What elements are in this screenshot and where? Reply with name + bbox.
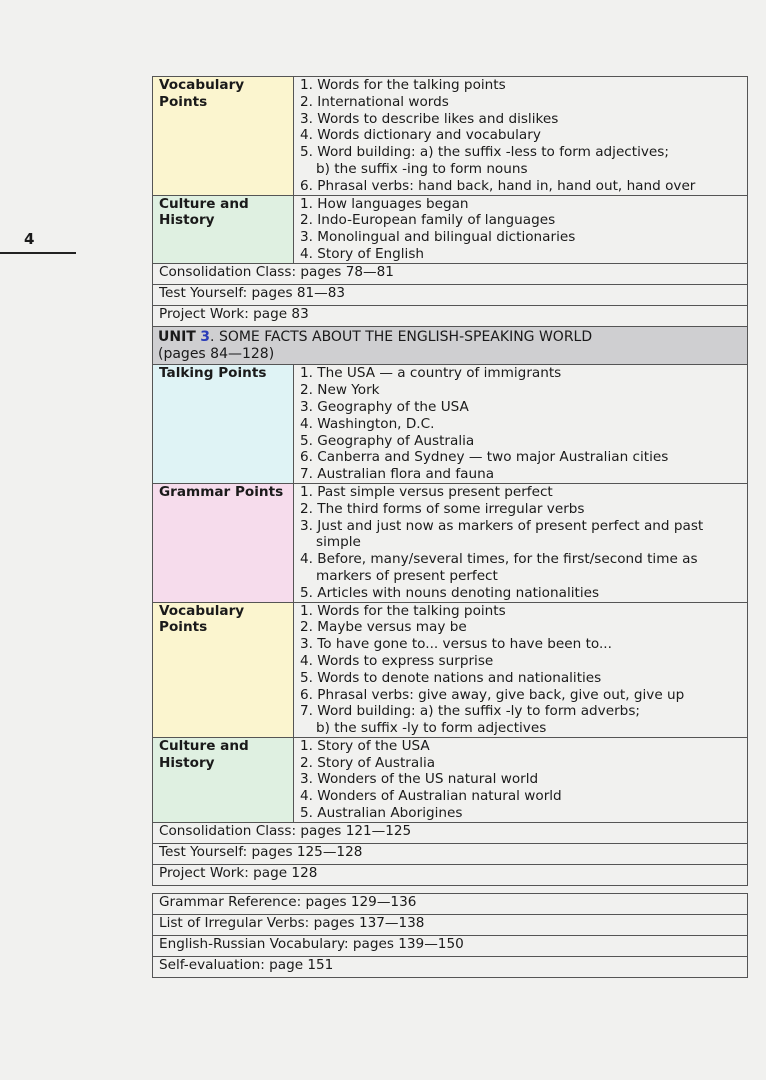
list-item: b) the suffix -ly to form adjectives [316, 720, 547, 737]
appendix-row [153, 914, 748, 935]
list-item: 1. How languages began [300, 195, 469, 212]
list-item: 6. Phrasal verbs: give away, give back, give out, give up [300, 686, 685, 703]
list-item: 2. International words [300, 93, 449, 110]
section-label: Vocabulary Points [153, 77, 294, 196]
unit3-test-row [153, 843, 748, 864]
list-item: 6. Canberra and Sydney — two major Australian cities [300, 449, 669, 466]
section-label: Vocabulary Points [153, 602, 294, 737]
unit2-vocabulary-row [153, 77, 748, 196]
list-item: 1. Words for the talking points [300, 77, 506, 93]
section-label: Talking Points [153, 365, 294, 484]
list-item: 2. Maybe versus may be [300, 619, 467, 636]
unit2-test-row [153, 284, 748, 305]
unit3-grammar-row [153, 483, 748, 602]
list-item: 1. Past simple versus present perfect [300, 483, 553, 500]
list-item: 5. Australian Aborigines [300, 805, 463, 822]
test-yourself-text: Test Yourself: pages 81—83 [153, 284, 748, 305]
list-item: 5. Words to denote nations and nationalities [300, 669, 602, 686]
list-item: 3. Geography of the USA [300, 398, 469, 415]
list-item: 4. Words to express surprise [300, 652, 494, 669]
list-item: 5. Articles with nouns denoting nationalities [300, 584, 600, 601]
section-label: Grammar Points [153, 483, 294, 602]
appendix-item: English-Russian Vocabulary: pages 139—150 [153, 935, 748, 956]
list-item: 3. To have gone to... versus to have been to... [300, 636, 612, 653]
list-item: 3. Just and just now as markers of present perfect and past simple [300, 517, 704, 551]
unit3-consolidation-row [153, 822, 748, 843]
list-item: 3. Words to describe likes and dislikes [300, 110, 559, 127]
unit-pages: (pages 84—128) [158, 345, 275, 362]
unit-title: UNIT 3. SOME FACTS ABOUT THE ENGLISH-SPEAKING WORLD (pages 84—128) [153, 326, 748, 365]
table-gap [153, 885, 748, 893]
appendix-row [153, 935, 748, 956]
list-item: 1. Words for the talking points [300, 602, 506, 619]
section-items [294, 365, 748, 484]
list-item: b) the suffix -ing to form nouns [316, 160, 528, 177]
list-item: 3. Wonders of the US natural world [300, 771, 539, 788]
appendix-item: Self-evaluation: page 151 [153, 956, 748, 977]
unit2-project-row [153, 305, 748, 326]
list-item: 2. Story of Australia [300, 754, 436, 771]
consolidation-text: Consolidation Class: pages 78—81 [153, 263, 748, 284]
unit2-consolidation-row [153, 263, 748, 284]
section-label: Culture and History [153, 195, 294, 263]
unit3-vocabulary-row [153, 602, 748, 737]
page-number: 4 [24, 230, 35, 248]
section-items [294, 195, 748, 263]
contents-table [152, 76, 748, 978]
list-item: 4. Wonders of Australian natural world [300, 788, 562, 805]
unit3-culture-row [153, 737, 748, 822]
appendix-row [153, 956, 748, 977]
list-item: 1. Story of the USA [300, 737, 430, 754]
list-item: 4. Before, many/several times, for the first/second time as markers of present perfect [300, 551, 698, 584]
section-items [294, 602, 748, 737]
unit3-header-row [153, 326, 748, 365]
section-items [294, 77, 748, 196]
list-item: 4. Washington, D.C. [300, 415, 435, 432]
unit3-talking-row [153, 365, 748, 484]
section-items [294, 737, 748, 822]
list-item: 5. Geography of Australia [300, 432, 475, 449]
unit2-culture-row [153, 195, 748, 263]
project-work-text: Project Work: page 128 [153, 864, 748, 885]
list-item: 7. Australian flora and fauna [300, 466, 495, 483]
unit3-project-row [153, 864, 748, 885]
list-item: 1. The USA — a country of immigrants [300, 365, 562, 382]
list-item: 2. The third forms of some irregular verbs [300, 500, 585, 517]
list-item: 4. Words dictionary and vocabulary [300, 127, 541, 144]
list-item: 6. Phrasal verbs: hand back, hand in, hand out, hand over [300, 177, 696, 194]
list-item: 5. Word building: a) the suffix -less to form adjectives; [300, 144, 669, 161]
list-item: 2. Indo-European family of languages [300, 212, 556, 229]
page-number-rule [0, 252, 76, 254]
consolidation-text: Consolidation Class: pages 121—125 [153, 822, 748, 843]
unit-number: 3 [200, 328, 211, 345]
project-work-text: Project Work: page 83 [153, 305, 748, 326]
appendix-item: List of Irregular Verbs: pages 137—138 [153, 914, 748, 935]
list-item: 4. Story of English [300, 245, 425, 262]
appendix-item: Grammar Reference: pages 129—136 [153, 893, 748, 914]
list-item: 2. New York [300, 382, 380, 399]
test-yourself-text: Test Yourself: pages 125—128 [153, 843, 748, 864]
list-item: 7. Word building: a) the suffix -ly to form adverbs; [300, 703, 640, 720]
section-items [294, 483, 748, 602]
appendix-row [153, 893, 748, 914]
list-item: 3. Monolingual and bilingual dictionaries [300, 229, 576, 246]
section-label: Culture and History [153, 737, 294, 822]
